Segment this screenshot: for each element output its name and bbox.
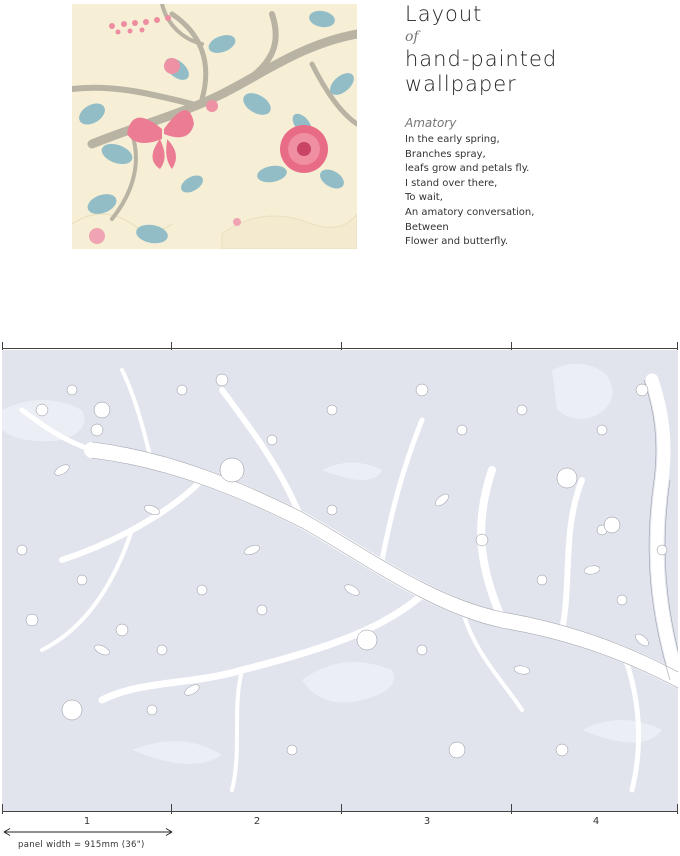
title-line-wallpaper: wallpaper	[405, 72, 517, 96]
page-title	[405, 2, 675, 97]
panel-guide-tick	[677, 804, 678, 814]
title-line-of: of	[405, 29, 419, 45]
mural-layout	[2, 338, 678, 838]
panel-guide-tick	[511, 804, 512, 814]
poem-line: In the early spring,	[405, 134, 500, 145]
double-arrow-icon	[2, 827, 174, 837]
poem-line: Between	[405, 221, 449, 233]
panel-guide-tick	[171, 804, 172, 814]
poem-line: An amatory conversation,	[405, 206, 535, 218]
poem-line: Flower and butterfly.	[405, 236, 509, 248]
bottom-guide-line	[2, 811, 678, 812]
title-line-layout: Layout	[405, 2, 483, 26]
poem-title: Amatory	[405, 116, 457, 130]
top-guide-line	[2, 348, 678, 349]
panel-number-4: 4	[592, 816, 600, 827]
panel-number-2: 2	[253, 816, 261, 827]
panel-number-3: 3	[423, 816, 431, 827]
poem-block	[405, 116, 675, 250]
poem-line: Branches spray,	[405, 148, 486, 160]
panel-guide-tick	[2, 804, 3, 814]
poem-line: To wait,	[405, 192, 443, 204]
poem-line: I stand over there,	[405, 177, 498, 189]
mural-image	[2, 350, 678, 811]
panel-guide-tick	[341, 804, 342, 814]
poem-line: leafs grow and petals fly.	[405, 163, 530, 175]
panel-width-label: panel width = 915mm (36")	[18, 840, 145, 850]
title-line-hand-painted: hand-painted	[405, 47, 558, 71]
panel-number-1: 1	[83, 816, 91, 827]
design-swatch-image	[72, 4, 357, 249]
panel-width-dimension	[2, 827, 177, 850]
